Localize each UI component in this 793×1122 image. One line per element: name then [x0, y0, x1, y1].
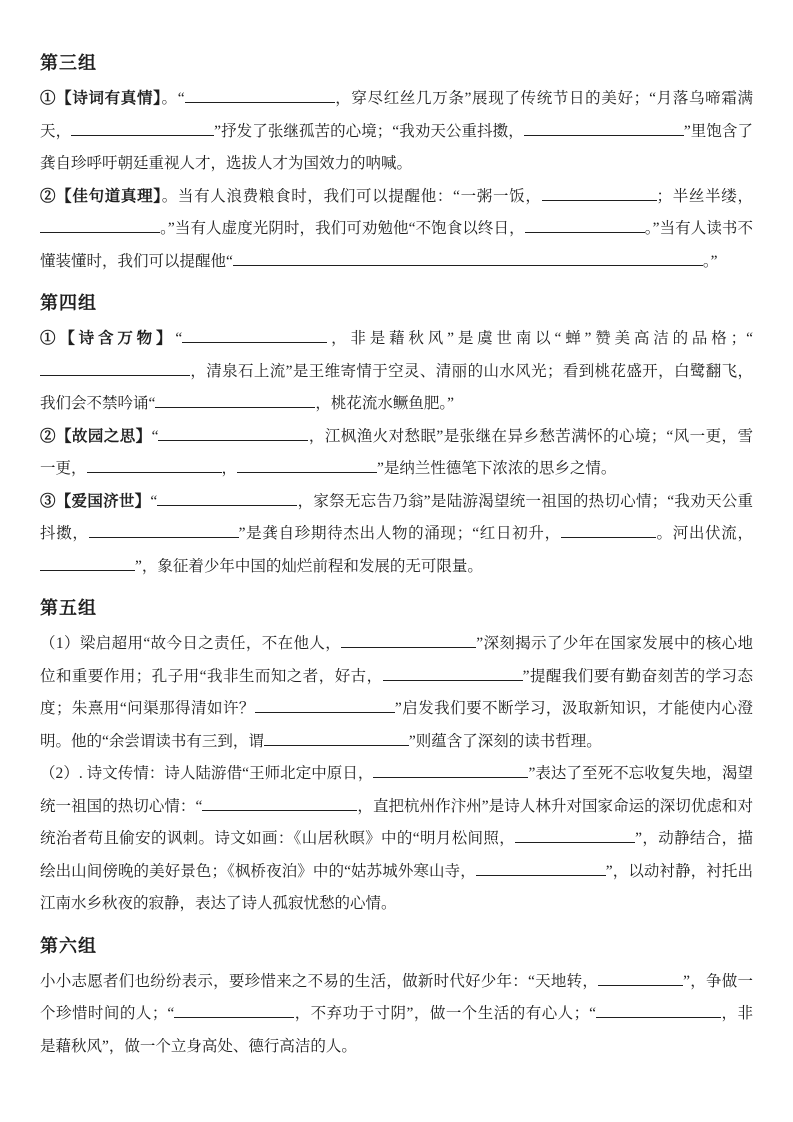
fill-in-blank: [542, 187, 657, 201]
worksheet-content: [40, 50, 753, 1063]
fill-in-blank: [341, 634, 476, 648]
fill-in-blank: [598, 972, 683, 986]
paragraph: [40, 758, 753, 921]
body-text: ”，动静结合，描绘出山间傍晚的美好景色；《枫桥夜泊》中的“姑苏城外寒山寺，: [40, 830, 753, 880]
body-text: ”是龚自珍期待杰出人物的涌现；“红日初升，: [238, 525, 561, 542]
section-label-text: ②【故园之思】: [40, 427, 152, 445]
body-text: ”，以动衬静，衬托出江南水乡秋夜的寂静，表达了诗人孤寂忧愁的心情。: [40, 862, 753, 912]
fill-in-blank: [237, 459, 377, 473]
fill-in-blank: [158, 427, 308, 441]
fill-in-blank: [40, 362, 190, 376]
body-text: 。”当有人虚度光阴时，我们可劝勉他“不饱食以终日，: [160, 220, 525, 237]
fill-in-blank: [89, 524, 239, 538]
fill-in-blank: [185, 89, 335, 103]
fill-in-blank: [155, 394, 315, 408]
fill-in-blank: [524, 122, 684, 136]
body-text: ”提醒我们要有勤奋刻苦的学习态度；朱熹用“问渠那得清如许？: [40, 667, 753, 717]
paragraph: [40, 486, 753, 584]
body-text: ”抒发了张继孤苦的心境；“我劝天公重抖擞，: [214, 122, 524, 140]
fill-in-blank: [373, 764, 528, 778]
body-text: ，非是藉秋风”，做一个立身高处、德行高洁的人。: [40, 1005, 753, 1055]
fill-in-blank: [255, 699, 395, 713]
fill-in-blank: [264, 732, 409, 746]
body-text: ，桃花流水鳜鱼肥。”: [315, 395, 455, 412]
fill-in-blank: [71, 122, 214, 136]
body-text: 。河出伏流，: [655, 525, 753, 542]
paragraph: [40, 628, 753, 758]
group-heading: 第四组: [40, 293, 97, 313]
group-heading: 第六组: [40, 935, 97, 956]
group-heading: 第五组: [40, 598, 97, 618]
section-label-text: ①【诗含万物】: [40, 330, 176, 347]
body-text: （2）. 诗文传情：诗人陆游借“王师北定中原日，: [40, 765, 374, 782]
paragraph: [40, 421, 753, 486]
fill-in-blank: [525, 219, 645, 233]
fill-in-blank: [182, 329, 327, 343]
section-label-text: ③【爱国济世】: [40, 492, 151, 510]
body-text: ，家祭无忘告乃翁”是陆游渴望统一祖国的热切心情；“我劝天公重抖擞，: [40, 492, 753, 542]
body-text: ”深刻揭示了少年在国家发展中的核心地位和重要作用；孔子用“我非生而知之者，好古，: [40, 635, 753, 685]
body-text: ”里饱含了龚自珍呼吁朝廷重视人才，选拔人才为国效力的呐喊。: [40, 122, 753, 172]
body-text: （1）梁启超用“故今日之责任，不在他人，: [40, 635, 342, 652]
body-text: 。”当有人读书不懂装懂时，我们可以提醒他“: [40, 220, 753, 270]
body-text: ，江枫渔火对愁眠”是张继在异乡愁苦满怀的心境；“风一更，雪一更，: [40, 427, 753, 477]
fill-in-blank: [596, 1004, 721, 1018]
fill-in-blank: [515, 829, 635, 843]
body-text: ，不弃功于寸阴”，做一个生活的有心人；“: [294, 1005, 597, 1022]
paragraph: [40, 323, 753, 421]
body-text: ”则蕴含了深刻的读书哲理。: [408, 732, 602, 750]
section-label-text: ①【诗词有真情】: [40, 90, 162, 107]
paragraph: [40, 181, 753, 279]
fill-in-blank: [476, 862, 606, 876]
body-text: ”，争做一个珍惜时间的人；“: [40, 972, 753, 1022]
body-text: 。当有人浪费粮食时，我们可以提醒他：“一粥一饭，: [161, 187, 542, 205]
paragraph: [40, 966, 753, 1064]
fill-in-blank: [40, 557, 135, 571]
body-text: ，直把杭州作汴州”是诗人林升对国家命运的深切优虑和对统治者苟且偷安的讽刺。诗文如画：《山居秋暝》中的“明月松间照，: [40, 797, 753, 847]
body-text: ，非是藉秋风”是虞世南以“蝉”赞美高洁的品格；“: [327, 330, 753, 347]
group-heading: 第三组: [40, 53, 97, 73]
fill-in-blank: [174, 1004, 294, 1018]
section-label-text: ②【佳句道真理】: [40, 187, 162, 205]
fill-in-blank: [233, 252, 703, 266]
body-text: 。“: [161, 90, 185, 107]
body-text: ”启发我们要不断学习，汲取新知识，才能使内心澄明。他的“余尝谓读书有三到，谓: [40, 700, 753, 750]
fill-in-blank: [561, 524, 656, 538]
body-text: “: [175, 330, 183, 347]
body-text: ”，象征着少年中国的灿烂前程和发展的无可限量。: [135, 557, 483, 575]
fill-in-blank: [157, 492, 297, 506]
body-text: “: [150, 492, 158, 510]
paragraph: [40, 83, 753, 181]
body-text: ；半丝半缕，: [656, 187, 753, 205]
fill-in-blank: [202, 797, 357, 811]
body-text: 。”: [702, 252, 718, 270]
body-text: “: [151, 427, 159, 445]
fill-in-blank: [40, 219, 160, 233]
body-text: ”表达了至死不忘收复失地，渴望统一祖国的热切心情：“: [40, 765, 753, 815]
fill-in-blank: [87, 459, 222, 473]
body-text: ，穿尽红丝几万条”展现了传统节日的美好；“月落乌啼霜满天，: [40, 90, 753, 140]
body-text: ”是纳兰性德笔下浓浓的思乡之情。: [377, 460, 617, 477]
fill-in-blank: [383, 667, 523, 681]
body-text: ，: [221, 460, 238, 477]
body-text: ，清泉石上流”是王维寄情于空灵、清丽的山水风光；看到桃花盛开，白鹭翻飞，我们会不禁吟诵“: [40, 362, 753, 412]
body-text: 小小志愿者们也纷纷表示，要珍惜来之不易的生活，做新时代好少年：“天地转，: [40, 972, 599, 990]
